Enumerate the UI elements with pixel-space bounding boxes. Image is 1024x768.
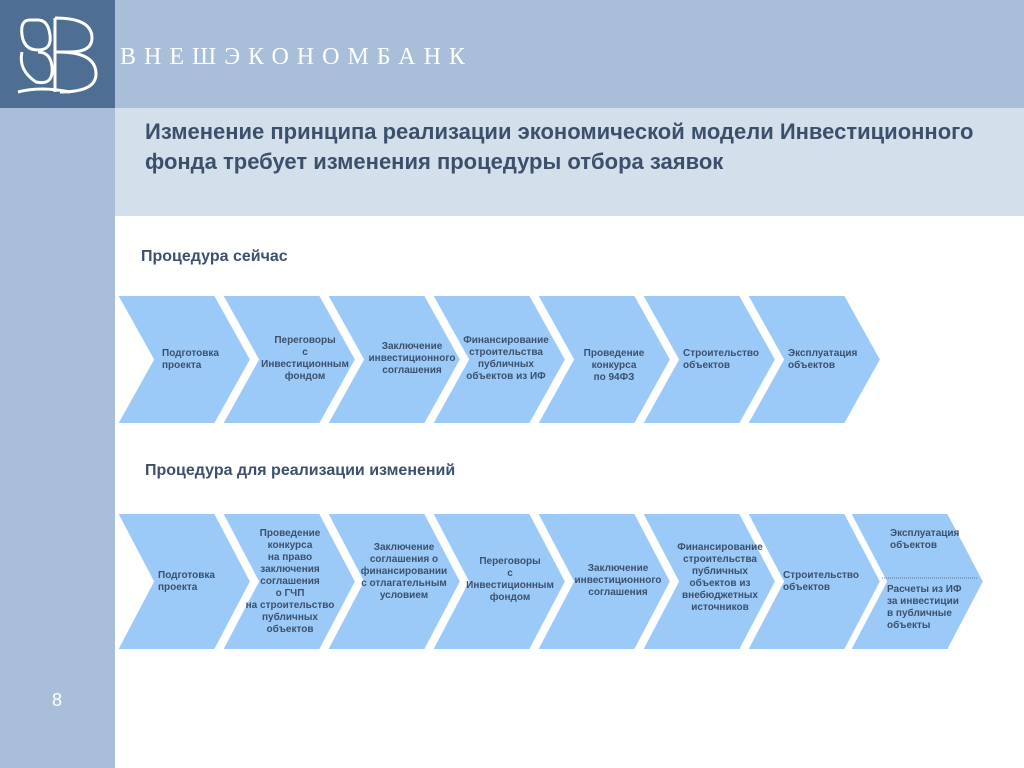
brand-name: ВНЕШЭКОНОМБАНК bbox=[120, 44, 473, 70]
row1-step-3-label: Заключение инвестиционного соглашения bbox=[368, 341, 456, 376]
section-current-heading: Процедура сейчас bbox=[141, 248, 288, 265]
row1-step-1-label: Подготовка проекта bbox=[162, 348, 219, 371]
row1-step-4-label: Финансирование строительства публичных объектов из ИФ bbox=[463, 335, 549, 382]
section-new-heading: Процедура для реализации изменений bbox=[145, 462, 456, 479]
row2-step-8-top-label: Эксплуатация объектов bbox=[890, 528, 960, 551]
row2-step-7-label: Строительство объектов bbox=[783, 570, 860, 593]
row1-step-2-label: Переговоры с Инвестиционным фондом bbox=[261, 335, 349, 382]
row2-step-3-label: Заключение соглашения о финансировании с отлагательным условием bbox=[360, 542, 448, 601]
row1-step-6-label: Строительство объектов bbox=[683, 348, 760, 371]
row2-step-4-label: Переговоры с Инвестиционным фондом bbox=[466, 556, 554, 603]
row2-step-5-label: Заключение инвестиционного соглашения bbox=[574, 563, 662, 598]
row1-step-5-label: Проведение конкурса по 94ФЗ bbox=[583, 348, 645, 383]
row2-step-6-label: Финансирование строительства публичных объектов из внебюджетных источников bbox=[677, 542, 763, 613]
row2-step-2-label: Проведение конкурса на право заключения соглашения о ГЧП на строительство публичных объектов bbox=[245, 528, 335, 635]
row2-step-8-bottom-label: Расчеты из ИФ за инвестиции в публичные объекты bbox=[887, 584, 962, 631]
page-number: 8 bbox=[52, 690, 63, 710]
page-title: Изменение принципа реализации экономической модели Инвестиционного фонда требует изменения процедуры отбора заявок bbox=[145, 119, 974, 174]
row1-step-7-label: Эксплуатация объектов bbox=[788, 348, 858, 371]
row2-step-1-label: Подготовка проекта bbox=[158, 570, 215, 593]
